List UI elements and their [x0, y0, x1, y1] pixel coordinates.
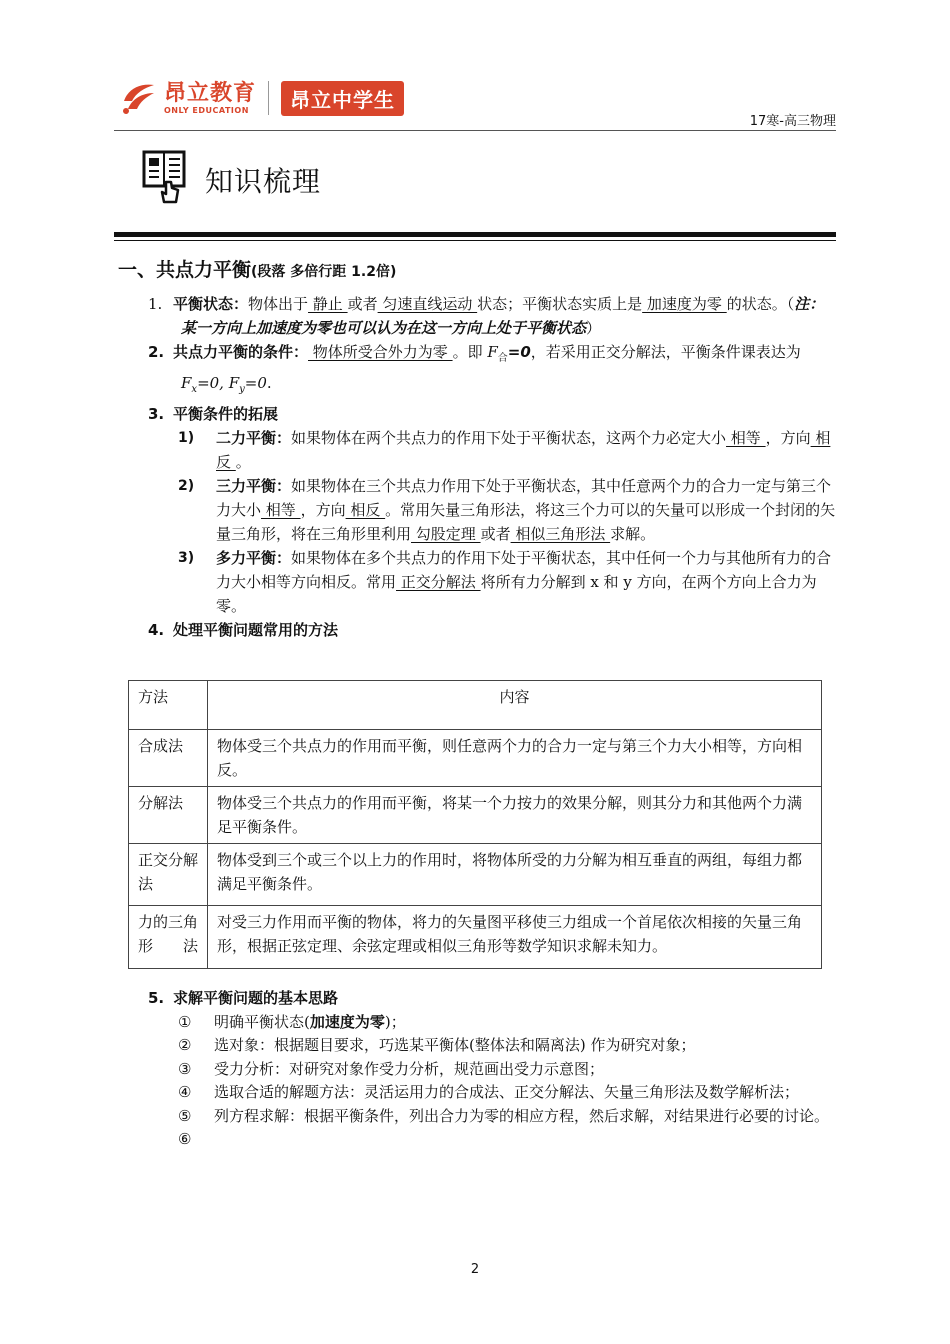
table-header: 内容 [208, 681, 822, 730]
section-rule-thick [114, 232, 836, 237]
blank-answer: 相反 [345, 501, 386, 519]
blank-answer: 物体所受合外力为零 [308, 343, 453, 361]
section-rule-thin [114, 240, 836, 241]
brand-name-en: ONLY EDUCATION [164, 105, 249, 115]
section-title: 知识梳理 [205, 165, 322, 198]
course-label: 17寒-高三物理 [749, 114, 836, 129]
item-5-title: 5. 求解平衡问题的基本思路 [148, 989, 339, 1007]
note-text: 注：某一方向上加速度为零也可以认为在这一方向上处于平衡状态 [181, 295, 825, 337]
item-2: 2. 共点力平衡的条件： 物体所受合外力为零 。即 $F_合=0$，若采用正交分解法，平衡条件课表达为$F_x=0$, $F_y=0$. [148, 343, 801, 395]
table-cell-method: 分解法 [129, 787, 208, 844]
step-2: ② 选对象：根据题目要求，巧选某平衡体(整体法和隔离法) 作为研究对象； [178, 1036, 696, 1054]
item-1: 1. 平衡状态：物体出于 静止 或者 匀速直线运动 状态；平衡状态实质上是 加速度为零 的状态。（注：某一方向上加速度为零也可以认为在这一方向上处于平衡状态） [148, 295, 825, 337]
heading-main: 一、共点力平衡 [118, 259, 252, 281]
item-4: 4. 处理平衡问题常用的方法 [148, 621, 339, 639]
heading-note: (段落 多倍行距 1.2倍) [251, 264, 397, 280]
table-cell-method: 合成法 [129, 730, 208, 787]
item-5 [148, 987, 838, 1152]
table-row [129, 787, 822, 844]
item-3-sublist [148, 426, 838, 618]
blank-answer: 相似三角形法 [510, 525, 611, 543]
brand-badge: 昂立中学生 [281, 81, 404, 116]
blank-answer: 勾股定理 [411, 525, 481, 543]
blank-answer: 相反 [216, 429, 831, 471]
blank-answer: 加速度为零 [642, 295, 727, 313]
page-number: 2 [470, 1262, 480, 1277]
table-row [129, 730, 822, 787]
table-cell-content: 对受三力作用而平衡的物体，将力的矢量图平移使三力组成一个首尾依次相接的矢量三角形，根据正弦定理、余弦定理或相似三角形等数学知识求解未知力。 [208, 906, 822, 969]
blank-answer: 静止 [308, 295, 348, 313]
methods-table [128, 680, 822, 969]
brand-name: 昂立教育 [164, 80, 257, 106]
table-cell-method: 力的三角形法 [129, 906, 208, 969]
blank-answer: 相等 [261, 501, 301, 519]
table-row [129, 906, 822, 969]
table-header-row [129, 681, 822, 730]
logo-divider [268, 81, 269, 115]
sub-item-three-force: 2) 三力平衡：如果物体在三个共点力作用下处于平衡状态，其中任意两个力的合力一定与第三个力大小 相等 ，方向 相反 。常用矢量三角形法，将这三个力可以的矢量可以形成一个封闭的矢量三角形，将在三角形里利用 勾股定理 或者 相似三角形法 求解。 [178, 477, 836, 543]
step-6: ⑥ [178, 1130, 192, 1148]
book-hand-icon [142, 150, 188, 210]
sub-item-two-force: 1) 二力平衡：如果物体在两个共点力的作用下处于平衡状态，这两个力必定大小 相等 ，方向 相反 。 [178, 429, 831, 471]
content-body [148, 292, 838, 642]
blank-answer: 相等 [726, 429, 766, 447]
step-4: ④ 选取合适的解题方法：灵活运用力的合成法、正交分解法、矢量三角形法及数学解析法； [178, 1083, 800, 1101]
table-cell-content: 物体受三个共点力的作用而平衡，则任意两个力的合力一定与第三个力大小相等，方向相反。 [208, 730, 822, 787]
item-3: 3. 平衡条件的拓展 [148, 405, 279, 423]
brand-logo [120, 76, 404, 120]
table-cell-content: 物体受到三个或三个以上力的作用时，将物体所受的力分解为相互垂直的两组，每组力都满足平衡条件。 [208, 844, 822, 906]
table-row [129, 844, 822, 906]
logo-swoosh-icon [120, 81, 158, 115]
table-cell-content: 物体受三个共点力的作用而平衡，将某一个力按力的效果分解，则其分力和其他两个力满足平衡条件。 [208, 787, 822, 844]
step-3: ③ 受力分析：对研究对象作受力分析，规范画出受力示意图； [178, 1059, 605, 1078]
sub-item-multi-force: 3) 多力平衡：如果物体在多个共点力的作用下处于平衡状态，其中任何一个力与其他所有力的合力大小相等方向相反。常用 正交分解法 将所有力分解到 x 和 y 方向，在两个方向上合力为零。 [178, 549, 832, 615]
blank-answer: 正交分解法 [396, 573, 481, 591]
step-5: ⑤ 列方程求解：根据平衡条件，列出合力为零的相应方程，然后求解，对结果进行必要的讨论。 [178, 1106, 830, 1125]
blank-answer: 匀速直线运动 [377, 295, 478, 313]
heading-equilibrium [118, 255, 396, 282]
table-header: 方法 [129, 681, 208, 730]
header-divider [114, 130, 836, 131]
step-1: ① 明确平衡状态(加速度为零)； [178, 1012, 406, 1031]
table-cell-method: 正交分解法 [129, 844, 208, 906]
